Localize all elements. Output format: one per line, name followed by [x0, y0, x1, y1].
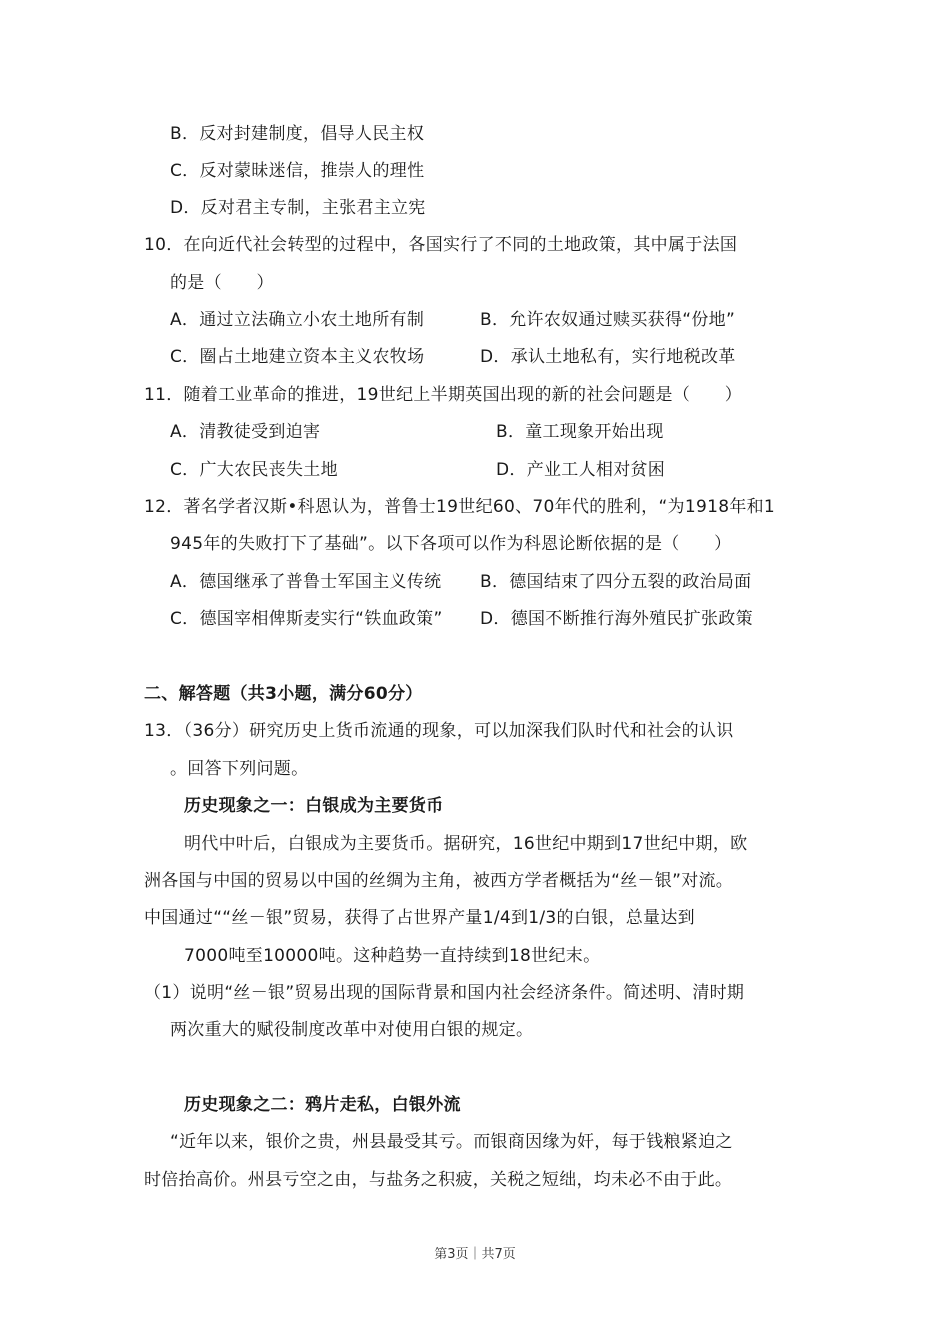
phenomenon-2-text: “近年以来，银价之贵，州县最受其亏。而银商因缘为奸，每于钱粮紧迫之 — [170, 1132, 733, 1152]
section-heading: 二、解答题（共3小题，满分60分） — [144, 684, 423, 704]
page-number: 第3页｜共7页 — [434, 1247, 516, 1262]
q11-stem: 11．随着工业革命的推进，19世纪上半期英国出现的新的社会问题是（ ） — [144, 385, 743, 405]
q10-option-a: A．通过立法确立小农土地所有制 — [170, 310, 425, 330]
phenomenon-1-title: 历史现象之一：白银成为主要货币 — [184, 796, 444, 816]
q13-stem: 13．（36分）研究历史上货币流通的现象，可以加深我们队时代和社会的认识 — [144, 721, 734, 741]
q9-option-d: D．反对君主专制，主张君主立宪 — [170, 198, 426, 218]
phenomenon-2-title: 历史现象之二：鸦片走私，白银外流 — [184, 1095, 461, 1115]
phenomenon-1-text: 中国通过““丝－银”贸易，获得了占世界产量1/4到1/3的白银，总量达到 — [144, 908, 695, 928]
phenomenon-2-text: 时倍抬高价。州县亏空之由，与盐务之积疲，关税之短绌，均未必不由于此。 — [144, 1170, 733, 1190]
q11-option-b: B．童工现象开始出现 — [496, 422, 664, 442]
sub-question-1: （1）说明“丝－银”贸易出现的国际背景和国内社会经济条件。简述明、清时期 — [144, 983, 745, 1003]
q11-option-c: C．广大农民丧失土地 — [170, 460, 338, 480]
q9-option-c: C．反对蒙昧迷信，推崇人的理性 — [170, 161, 425, 181]
q12-option-d: D．德国不断推行海外殖民扩张政策 — [480, 609, 753, 629]
q12-option-c: C．德国宰相俾斯麦实行“铁血政策” — [170, 609, 443, 629]
q12-option-a: A．德国继承了普鲁士军国主义传统 — [170, 572, 442, 592]
q12-stem-cont: 945年的失败打下了基础”。以下各项可以作为科恩论断依据的是（ ） — [170, 534, 732, 554]
q10-stem-cont: 的是（ ） — [170, 273, 274, 293]
q10-option-c: C．圈占土地建立资本主义农牧场 — [170, 347, 425, 367]
q10-stem: 10．在向近代社会转型的过程中，各国实行了不同的土地政策，其中属于法国 — [144, 235, 738, 255]
q12-stem: 12．著名学者汉斯•科恩认为，普鲁士19世纪60、70年代的胜利，“为1918年和1 — [144, 497, 776, 517]
phenomenon-1-text: 洲各国与中国的贸易以中国的丝绸为主角，被西方学者概括为“丝－银”对流。 — [144, 871, 734, 891]
phenomenon-1-text: 明代中叶后，白银成为主要货币。据研究，16世纪中期到17世纪中期，欧 — [184, 834, 748, 854]
sub-question-1-cont: 两次重大的赋役制度改革中对使用白银的规定。 — [170, 1020, 534, 1040]
phenomenon-1-text: 7000吨至10000吨。这种趋势一直持续到18世纪末。 — [184, 946, 601, 966]
q10-option-d: D．承认土地私有，实行地税改革 — [480, 347, 736, 367]
q12-option-b: B．德国结束了四分五裂的政治局面 — [480, 572, 752, 592]
q9-option-b: B．反对封建制度，倡导人民主权 — [170, 124, 425, 144]
q13-stem-cont: 。回答下列问题。 — [170, 759, 309, 779]
q10-option-b: B．允许农奴通过赎买获得“份地” — [480, 310, 736, 330]
q11-option-d: D．产业工人相对贫困 — [496, 460, 666, 480]
q11-option-a: A．清教徒受到迫害 — [170, 422, 321, 442]
